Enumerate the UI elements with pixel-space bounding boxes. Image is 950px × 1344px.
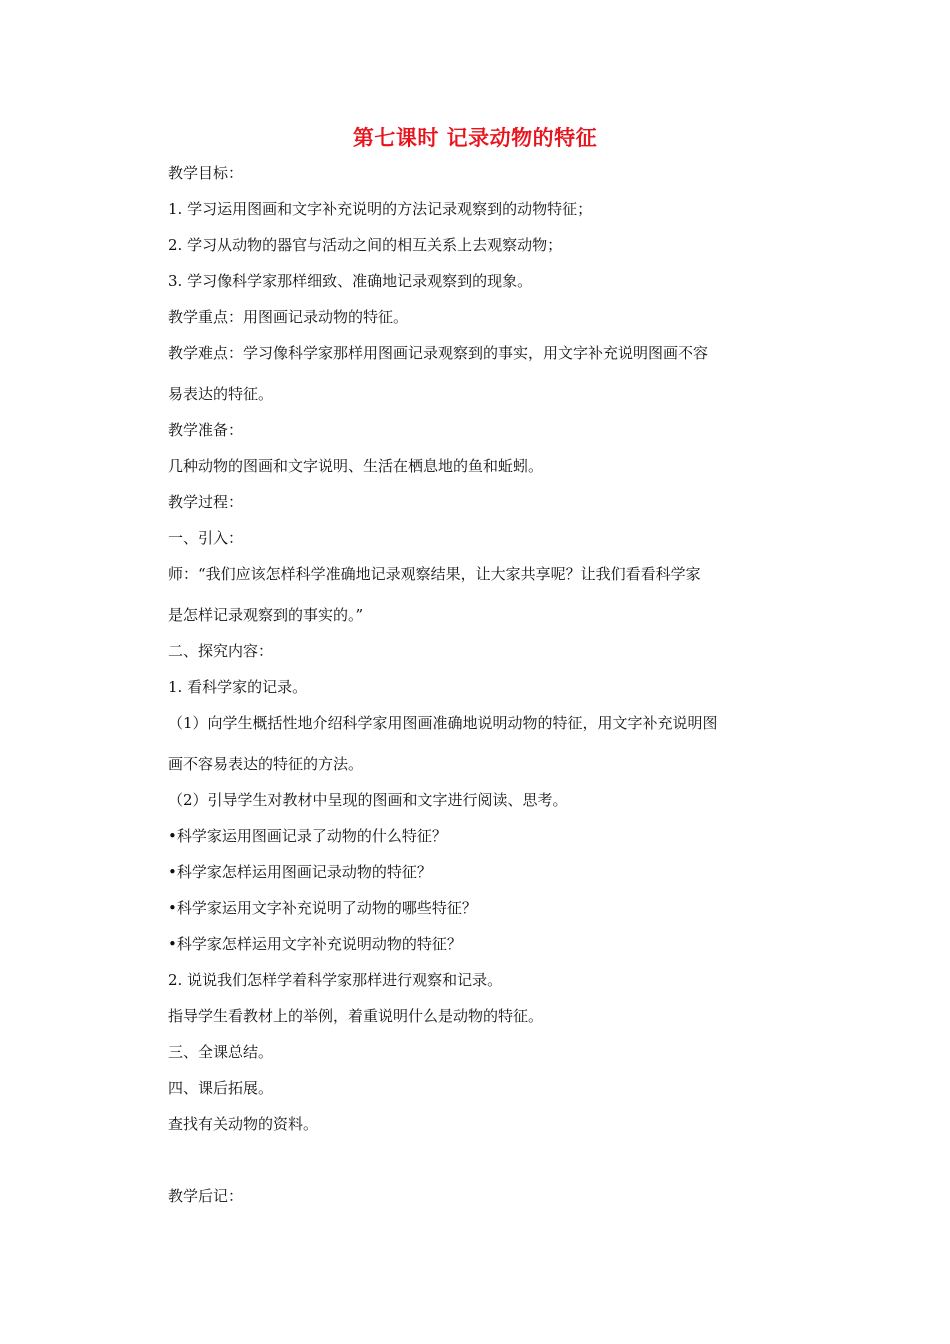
text-line: 1. 看科学家的记录。: [168, 678, 308, 696]
text-line: 3. 学习像科学家那样细致、准确地记录观察到的现象。: [168, 272, 533, 290]
text-line: •科学家怎样运用文字补充说明动物的特征？: [168, 935, 462, 953]
text-line: 教学重点：用图画记录动物的特征。: [168, 308, 409, 326]
text-line: 2. 说说我们怎样学着科学家那样进行观察和记录。: [168, 971, 503, 989]
text-line: 二、探究内容：: [168, 642, 274, 660]
text-line: 易表达的特征。: [168, 385, 274, 403]
text-line: （2）引导学生对教材中呈现的图画和文字进行阅读、思考。: [168, 791, 568, 809]
text-line: 一、引入：: [168, 529, 244, 547]
text-line: 几种动物的图画和文字说明、生活在栖息地的鱼和蚯蚓。: [168, 457, 544, 475]
text-line: 教学准备：: [168, 421, 244, 439]
text-line: （1）向学生概括性地介绍科学家用图画准确地说明动物的特征，用文字补充说明图: [168, 714, 718, 732]
text-line: 教学目标：: [168, 164, 244, 182]
text-line: 四、课后拓展。: [168, 1079, 274, 1097]
text-line: 三、全课总结。: [168, 1043, 274, 1061]
text-line: 教学后记：: [168, 1187, 244, 1205]
text-line: 1. 学习运用图画和文字补充说明的方法记录观察到的动物特征；: [168, 200, 593, 218]
text-line: 教学难点：学习像科学家那样用图画记录观察到的事实，用文字补充说明图画不容: [168, 344, 709, 362]
text-line: 师：“我们应该怎样科学准确地记录观察结果，让大家共享呢？让我们看看科学家: [168, 565, 701, 583]
text-line: •科学家运用文字补充说明了动物的哪些特征？: [168, 899, 477, 917]
text-line: 教学过程：: [168, 493, 244, 511]
document-title: 第七课时 记录动物的特征: [352, 126, 598, 150]
text-line: •科学家怎样运用图画记录动物的特征？: [168, 863, 432, 881]
text-line: 指导学生看教材上的举例，着重说明什么是动物的特征。: [168, 1007, 544, 1025]
text-line: 2. 学习从动物的器官与活动之间的相互关系上去观察动物；: [168, 236, 563, 254]
text-line: 查找有关动物的资料。: [168, 1115, 319, 1133]
text-line: 是怎样记录观察到的事实的。”: [168, 606, 364, 624]
text-line: •科学家运用图画记录了动物的什么特征？: [168, 827, 447, 845]
text-line: 画不容易表达的特征的方法。: [168, 755, 364, 773]
